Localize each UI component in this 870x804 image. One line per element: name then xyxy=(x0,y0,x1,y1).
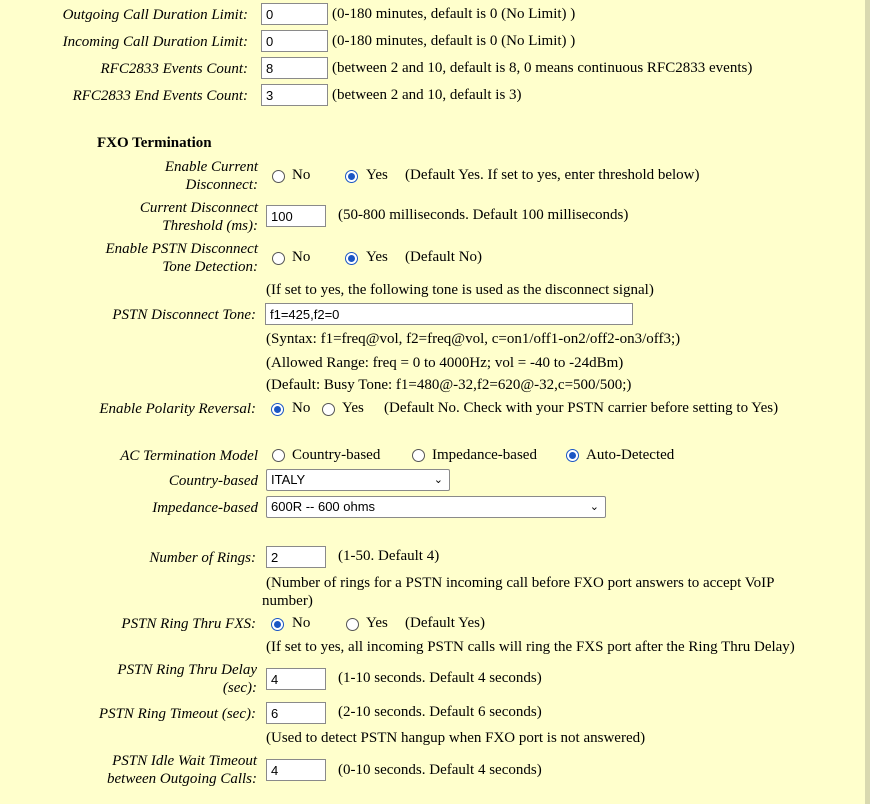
ring-thru-note: (If set to yes, all incoming PSTN calls will ring the FXS port after the Ring Thru Delay) xyxy=(266,639,795,655)
ring-delay-label-1: PSTN Ring Thru Delay xyxy=(117,662,257,678)
idle-wait-input[interactable] xyxy=(266,759,326,781)
tone-detection-no-label: No xyxy=(292,249,311,265)
current-disconnect-no-radio[interactable] xyxy=(272,170,285,183)
chevron-down-icon: ⌄ xyxy=(433,474,443,486)
ring-timeout-hint: (2-10 seconds. Default 6 seconds) xyxy=(338,704,542,720)
rfc-events-hint: (between 2 and 10, default is 8, 0 means continuous RFC2833 events) xyxy=(332,60,753,76)
rfc-events-label: RFC2833 Events Count: xyxy=(100,61,248,77)
current-disconnect-hint: (Default Yes. If set to yes, enter threshold below) xyxy=(405,167,700,183)
ac-model-auto-radio[interactable] xyxy=(566,449,579,462)
syntax-note: (Syntax: f1=freq@vol, f2=freq@vol, c=on1/off1-on2/off2-on3/off3;) xyxy=(266,331,681,347)
polarity-hint: (Default No. Check with your PSTN carrier before setting to Yes) xyxy=(384,400,779,416)
ac-model-label: AC Termination Model xyxy=(120,448,258,464)
tone-note: (If set to yes, the following tone is used as the disconnect signal) xyxy=(266,282,654,298)
outgoing-duration-input[interactable] xyxy=(261,3,328,25)
current-disconnect-yes-label: Yes xyxy=(366,167,388,183)
impedance-select-value: 600R -- 600 ohms xyxy=(271,499,376,514)
current-disconnect-yes-radio[interactable] xyxy=(345,170,358,183)
ac-model-impedance-radio[interactable] xyxy=(412,449,425,462)
window-edge xyxy=(865,0,870,804)
ring-delay-hint: (1-10 seconds. Default 4 seconds) xyxy=(338,670,542,686)
rings-hint: (1-50. Default 4) xyxy=(338,548,440,564)
ac-model-country-radio[interactable] xyxy=(272,449,285,462)
country-select[interactable] xyxy=(266,469,450,491)
impedance-label: Impedance-based xyxy=(152,500,258,516)
polarity-no-label: No xyxy=(292,400,311,416)
disconnect-tone-label: PSTN Disconnect Tone: xyxy=(112,307,256,323)
rfc-end-events-label: RFC2833 End Events Count: xyxy=(72,88,248,104)
threshold-input[interactable] xyxy=(266,205,326,227)
incoming-duration-input[interactable] xyxy=(261,30,328,52)
rings-note-1: (Number of rings for a PSTN incoming call before FXO port answers to accept VoIP xyxy=(266,575,775,591)
ring-thru-yes-label: Yes xyxy=(366,615,388,631)
rings-input[interactable] xyxy=(266,546,326,568)
ring-thru-no-radio[interactable] xyxy=(271,618,284,631)
tone-detection-yes-label: Yes xyxy=(366,249,388,265)
tone-detection-label-1: Enable PSTN Disconnect xyxy=(105,241,258,257)
outgoing-duration-label: Outgoing Call Duration Limit: xyxy=(62,7,248,23)
threshold-label-2: Threshold (ms): xyxy=(162,218,258,234)
tone-detection-label-2: Tone Detection: xyxy=(162,259,258,275)
rfc-end-events-input[interactable] xyxy=(261,84,328,106)
tone-detection-hint: (Default No) xyxy=(405,249,483,265)
threshold-hint: (50-800 milliseconds. Default 100 milliseconds) xyxy=(338,207,629,223)
incoming-duration-label: Incoming Call Duration Limit: xyxy=(62,34,248,50)
outgoing-duration-hint: (0-180 minutes, default is 0 (No Limit) ) xyxy=(332,6,576,22)
current-disconnect-no-label: No xyxy=(292,167,311,183)
ring-thru-hint: (Default Yes) xyxy=(405,615,485,631)
ring-thru-label: PSTN Ring Thru FXS: xyxy=(121,616,256,632)
ring-thru-yes-radio[interactable] xyxy=(346,618,359,631)
rfc-end-events-hint: (between 2 and 10, default is 3) xyxy=(332,87,522,103)
polarity-yes-label: Yes xyxy=(342,400,364,416)
polarity-no-radio[interactable] xyxy=(271,403,284,416)
ring-timeout-note: (Used to detect PSTN hangup when FXO port is not answered) xyxy=(266,730,646,746)
ac-model-country-label: Country-based xyxy=(292,447,381,463)
idle-wait-label-2: between Outgoing Calls: xyxy=(107,771,257,787)
ring-delay-input[interactable] xyxy=(266,668,326,690)
ac-model-impedance-label: Impedance-based xyxy=(432,447,537,463)
ring-thru-no-label: No xyxy=(292,615,311,631)
tone-detection-no-radio[interactable] xyxy=(272,252,285,265)
country-select-value: ITALY xyxy=(271,472,306,487)
rings-note-2: number) xyxy=(262,593,313,609)
polarity-yes-radio[interactable] xyxy=(322,403,335,416)
ring-timeout-label: PSTN Ring Timeout (sec): xyxy=(98,706,256,722)
country-label: Country-based xyxy=(168,473,258,489)
ring-delay-label-2: (sec): xyxy=(222,680,257,696)
default-tone-note: (Default: Busy Tone: f1=480@-32,f2=620@-32,c=500/500;) xyxy=(266,377,632,393)
tone-detection-yes-radio[interactable] xyxy=(345,252,358,265)
fxo-section-title: FXO Termination xyxy=(97,135,212,151)
incoming-duration-hint: (0-180 minutes, default is 0 (No Limit) ) xyxy=(332,33,576,49)
range-note: (Allowed Range: freq = 0 to 4000Hz; vol = -40 to -24dBm) xyxy=(266,355,624,371)
current-disconnect-label-2: Disconnect: xyxy=(185,177,258,193)
polarity-label: Enable Polarity Reversal: xyxy=(99,401,256,417)
disconnect-tone-input[interactable] xyxy=(265,303,633,325)
threshold-label-1: Current Disconnect xyxy=(139,200,258,216)
idle-wait-label-1: PSTN Idle Wait Timeout xyxy=(112,753,257,769)
ring-timeout-input[interactable] xyxy=(266,702,326,724)
rings-label: Number of Rings: xyxy=(149,550,256,566)
chevron-down-icon: ⌄ xyxy=(589,501,599,513)
idle-wait-hint: (0-10 seconds. Default 4 seconds) xyxy=(338,762,542,778)
impedance-select[interactable] xyxy=(266,496,606,518)
current-disconnect-label-1: Enable Current xyxy=(164,159,258,175)
ac-model-auto-label: Auto-Detected xyxy=(586,447,675,463)
rfc-events-input[interactable] xyxy=(261,57,328,79)
